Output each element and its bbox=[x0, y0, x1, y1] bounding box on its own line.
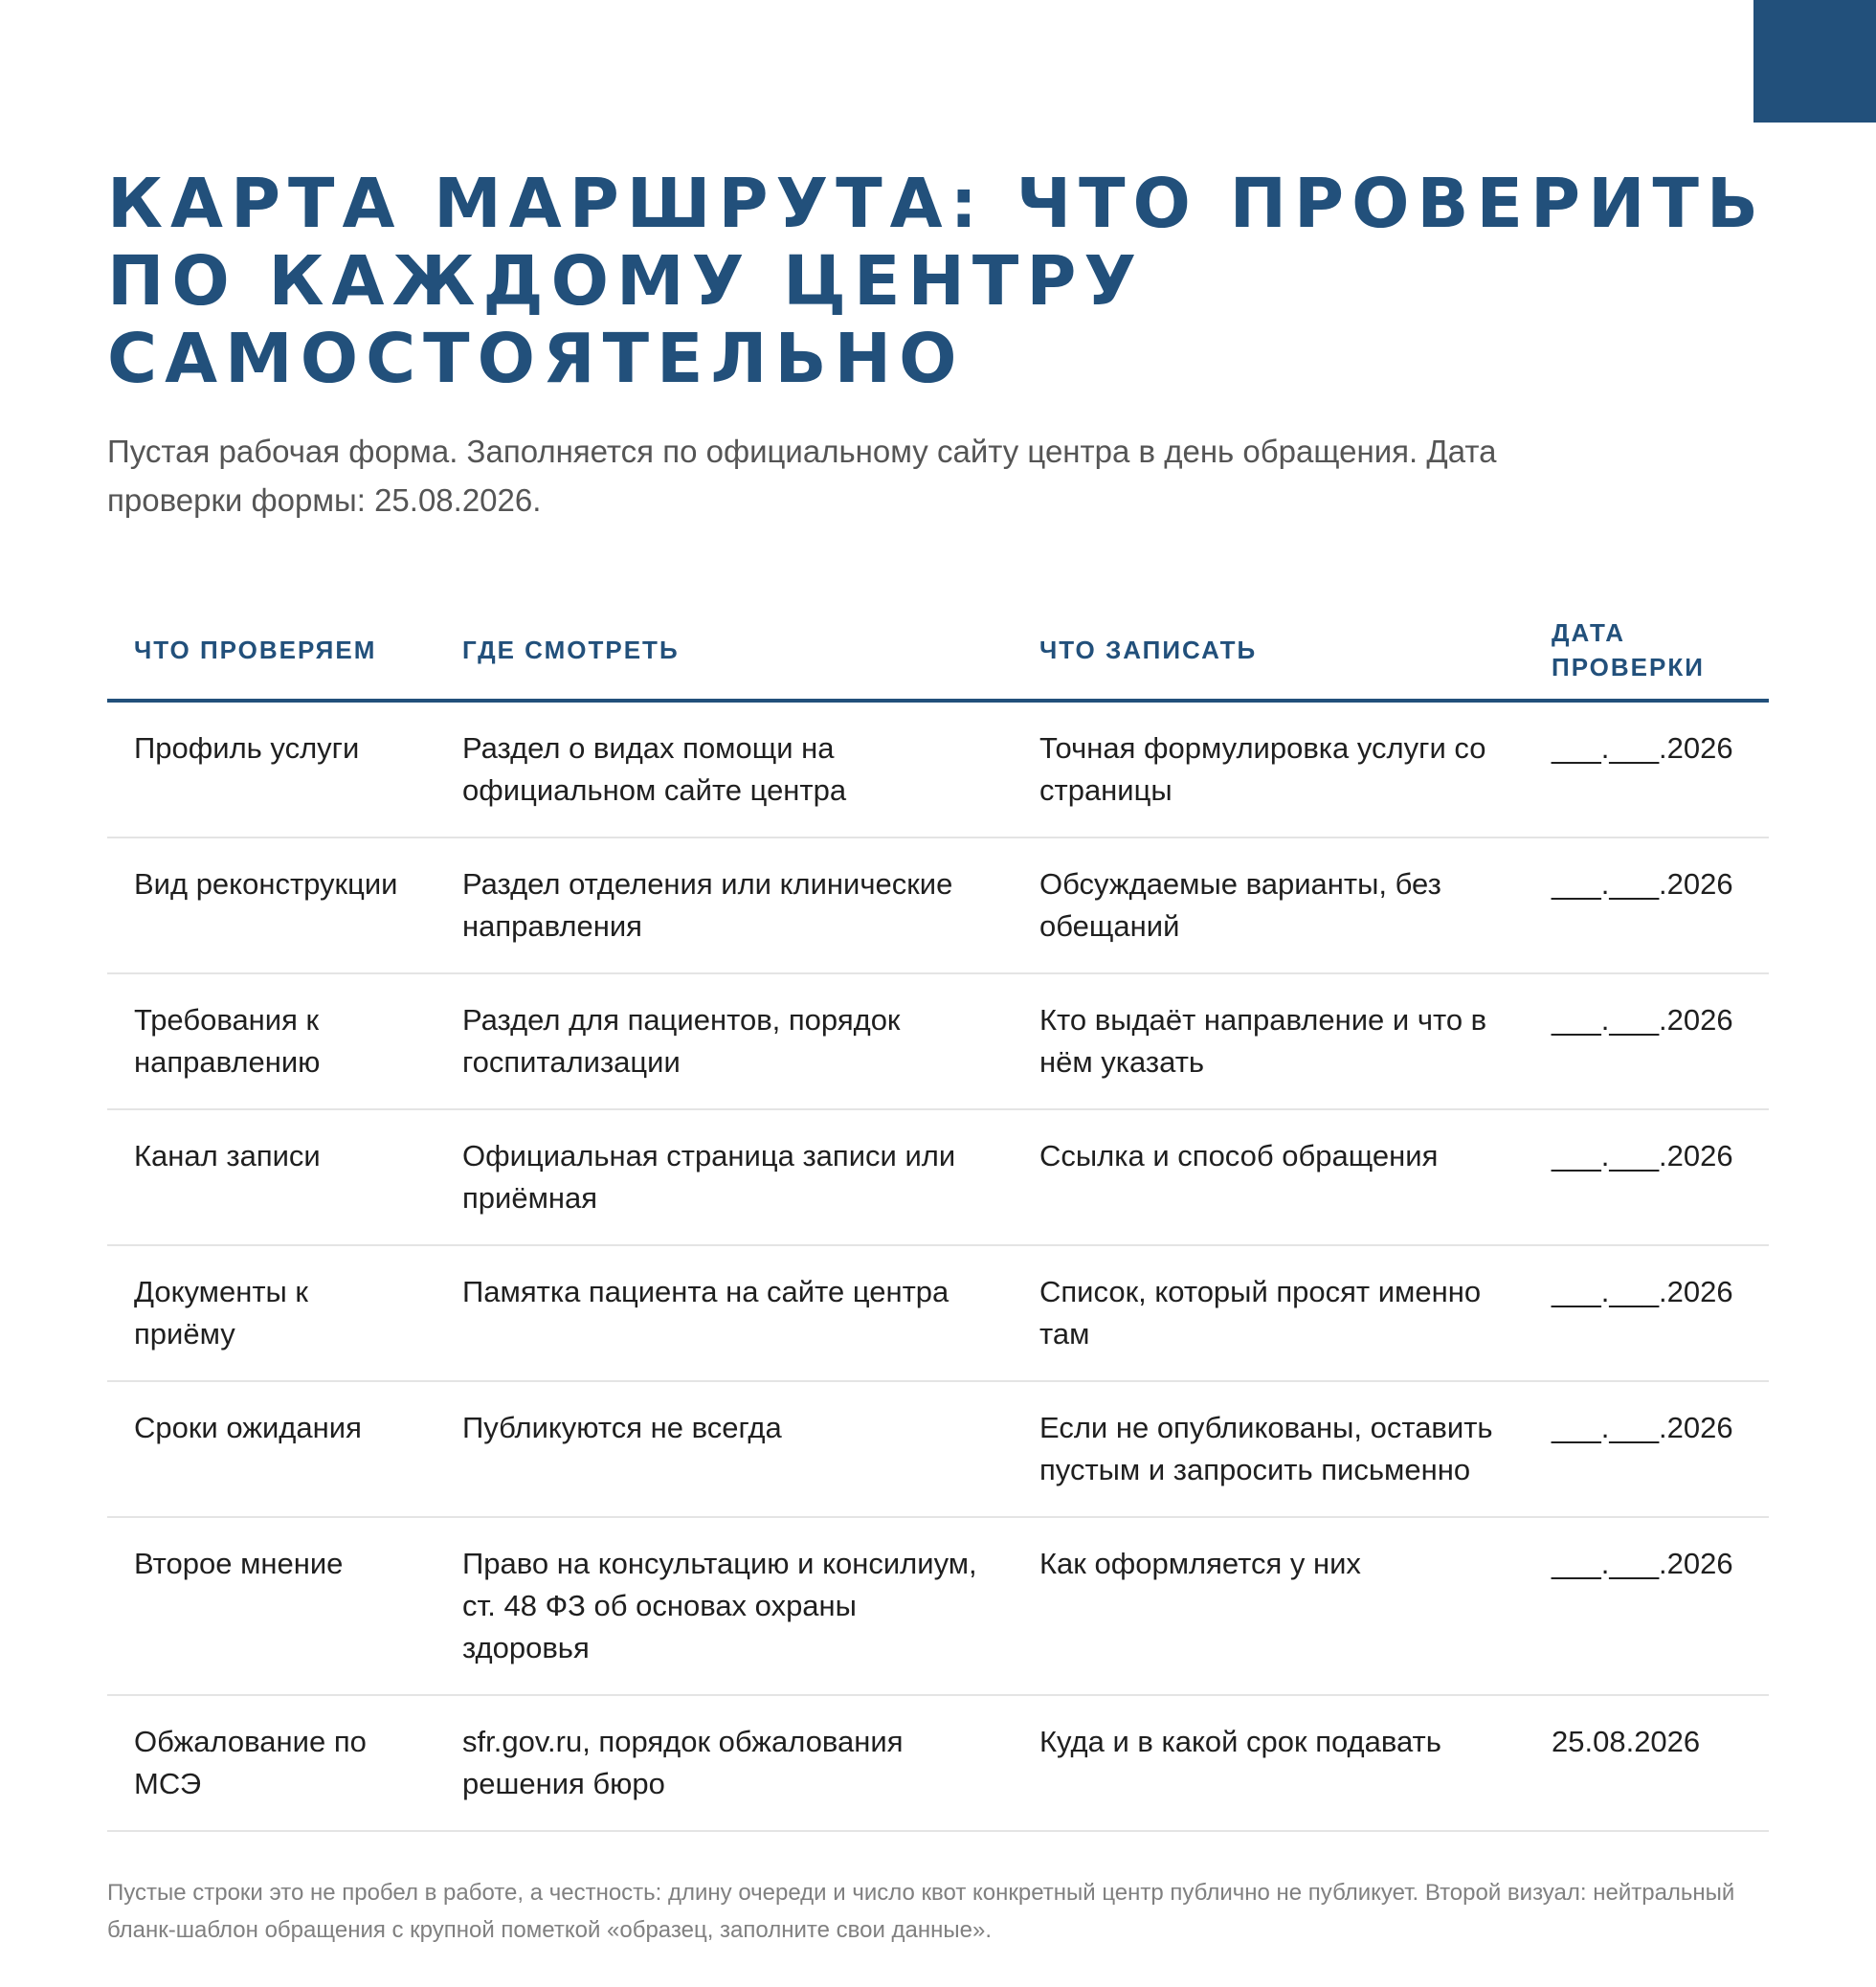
cell-check-date: ___.___.2026 bbox=[1525, 1245, 1769, 1381]
cell-where-to-look: sfr.gov.ru, порядок обжалования решения бюро bbox=[436, 1695, 1013, 1831]
cell-where-to-look: Право на консультацию и консилиум, ст. 48 ФЗ об основах охраны здоровья bbox=[436, 1517, 1013, 1695]
cell-where-to-look: Раздел отделения или клинические направления bbox=[436, 837, 1013, 973]
cell-what-to-record: Список, который просят именно там bbox=[1013, 1245, 1525, 1381]
column-header-what-to-check: ЧТО ПРОВЕРЯЕМ bbox=[107, 601, 436, 701]
table-header bbox=[107, 601, 1769, 701]
table-row bbox=[107, 1109, 1769, 1245]
cell-where-to-look: Раздел для пациентов, порядок госпитализации bbox=[436, 973, 1013, 1109]
cell-check-date: ___.___.2026 bbox=[1525, 973, 1769, 1109]
table-row bbox=[107, 1695, 1769, 1831]
cell-where-to-look: Публикуются не всегда bbox=[436, 1381, 1013, 1517]
checklist-table bbox=[107, 601, 1769, 1832]
table-row bbox=[107, 701, 1769, 837]
cell-check-date: ___.___.2026 bbox=[1525, 1517, 1769, 1695]
cell-check-date: ___.___.2026 bbox=[1525, 837, 1769, 973]
cell-what-to-check: Обжалование по МСЭ bbox=[107, 1695, 436, 1831]
document-page bbox=[107, 165, 1769, 1972]
cell-what-to-check: Сроки ожидания bbox=[107, 1381, 436, 1517]
table-header-row bbox=[107, 601, 1769, 701]
cell-check-date: ___.___.2026 bbox=[1525, 1109, 1769, 1245]
cell-what-to-check: Профиль услуги bbox=[107, 701, 436, 837]
column-header-what-to-record: ЧТО ЗАПИСАТЬ bbox=[1013, 601, 1525, 701]
table-row bbox=[107, 837, 1769, 973]
cell-where-to-look: Раздел о видах помощи на официальном сайте центра bbox=[436, 701, 1013, 837]
cell-what-to-record: Ссылка и способ обращения bbox=[1013, 1109, 1525, 1245]
table-row bbox=[107, 1381, 1769, 1517]
page-subtitle: Пустая рабочая форма. Заполняется по официальному сайту центра в день обращения. Дата проверки формы: 25.08.2026. bbox=[107, 434, 1497, 518]
page-title: КАРТА МАРШРУТА: ЧТО ПРОВЕРИТЬ ПО КАЖДОМУ ЦЕНТРУ САМОСТОЯТЕЛЬНО bbox=[107, 164, 1767, 398]
cell-where-to-look: Официальная страница записи или приёмная bbox=[436, 1109, 1013, 1245]
cell-check-date: ___.___.2026 bbox=[1525, 1381, 1769, 1517]
table-row bbox=[107, 1245, 1769, 1381]
corner-accent-block bbox=[1753, 0, 1876, 123]
cell-what-to-record: Как оформляется у них bbox=[1013, 1517, 1525, 1695]
cell-what-to-check: Вид реконструкции bbox=[107, 837, 436, 973]
cell-what-to-record: Если не опубликованы, оставить пустым и запросить письменно bbox=[1013, 1381, 1525, 1517]
table-body bbox=[107, 701, 1769, 1831]
table-row bbox=[107, 973, 1769, 1109]
cell-what-to-check: Канал записи bbox=[107, 1109, 436, 1245]
cell-where-to-look: Памятка пациента на сайте центра bbox=[436, 1245, 1013, 1381]
cell-what-to-check: Документы к приёму bbox=[107, 1245, 436, 1381]
cell-check-date: 25.08.2026 bbox=[1525, 1695, 1769, 1831]
column-header-check-date: ДАТА ПРОВЕРКИ bbox=[1525, 601, 1769, 701]
cell-what-to-check: Требования к направлению bbox=[107, 973, 436, 1109]
column-header-where-to-look: ГДЕ СМОТРЕТЬ bbox=[436, 601, 1013, 701]
cell-check-date: ___.___.2026 bbox=[1525, 701, 1769, 837]
footnote: Пустые строки это не пробел в работе, а честность: длину очереди и число квот конкретный центр публично не публикует. Второй визуал: нейтральный бланк-шаблон обращения с крупной пометкой «образец, заполните свои данные». bbox=[107, 1880, 1735, 1943]
cell-what-to-record: Обсуждаемые варианты, без обещаний bbox=[1013, 837, 1525, 973]
table-row bbox=[107, 1517, 1769, 1695]
cell-what-to-check: Второе мнение bbox=[107, 1517, 436, 1695]
cell-what-to-record: Кто выдаёт направление и что в нём указать bbox=[1013, 973, 1525, 1109]
cell-what-to-record: Точная формулировка услуги со страницы bbox=[1013, 701, 1525, 837]
cell-what-to-record: Куда и в какой срок подавать bbox=[1013, 1695, 1525, 1831]
